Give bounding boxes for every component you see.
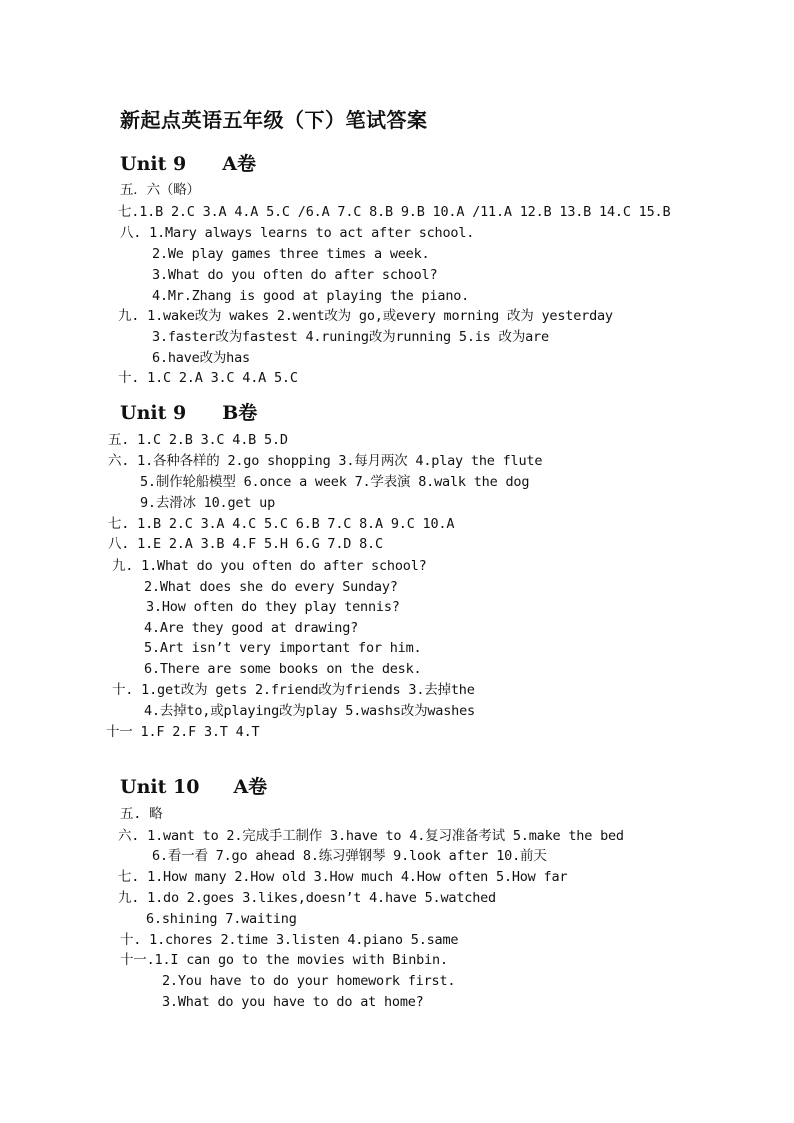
answer-line: 六. 1.各种各样的 2.go shopping 3.每月两次 4.play the flute [108, 453, 543, 469]
answer-line: 六. 1.want to 2.完成手工制作 3.have to 4.复习准备考试 5.make the bed [118, 828, 624, 844]
heading-paper: A卷 [222, 153, 256, 175]
section-heading-unit10-a [120, 772, 267, 799]
section-heading-unit9-b [120, 398, 257, 425]
answer-line: 七. 1.B 2.C 3.A 4.C 5.C 6.B 7.C 8.A 9.C 10.A [108, 516, 455, 532]
answer-line: 5.制作轮船模型 6.once a week 7.学表演 8.walk the dog [140, 474, 530, 490]
answer-line: 十. 1.C 2.A 3.C 4.A 5.C [118, 370, 298, 386]
answer-line: 6.看一看 7.go ahead 8.练习弹钢琴 9.look after 10.前天 [152, 848, 547, 864]
heading-paper: A卷 [233, 776, 268, 798]
answer-line: 五. 1.C 2.B 3.C 4.B 5.D [108, 432, 288, 448]
answer-line: 3.faster改为fastest 4.runing改为running 5.is 改为are [152, 329, 549, 345]
answer-line: 十. 1.chores 2.time 3.listen 4.piano 5.same [120, 932, 459, 948]
answer-line: 九. 1.wake改为 wakes 2.went改为 go,或every morning 改为 yesterday [118, 308, 613, 324]
answer-line: 2.We play games three times a week. [152, 246, 430, 262]
answer-line: 2.You have to do your homework first. [162, 973, 456, 989]
answer-line: 八. 1.E 2.A 3.B 4.F 5.H 6.G 7.D 8.C [108, 536, 383, 552]
heading-unit: Unit 10 [120, 776, 200, 798]
document-title: 新起点英语五年级（下）笔试答案 [120, 108, 428, 132]
section-heading-unit9-a [120, 149, 256, 176]
answer-line: 9.去滑冰 10.get up [140, 495, 276, 511]
answer-line: 6.There are some books on the desk. [144, 661, 422, 677]
answer-line: 6.shining 7.waiting [146, 911, 297, 927]
answer-line: 3.How often do they play tennis? [146, 599, 400, 615]
answer-line: 4.Are they good at drawing? [144, 620, 359, 636]
answer-line: 2.What does she do every Sunday? [144, 579, 398, 595]
answer-line: 七. 1.How many 2.How old 3.How much 4.How often 5.How far [118, 869, 568, 885]
answer-line: 3.What do you have to do at home? [162, 994, 424, 1010]
answer-line: 五. 略 [120, 806, 163, 822]
answer-line: 4.Mr.Zhang is good at playing the piano. [152, 288, 470, 304]
answer-line: 九. 1.What do you often do after school? [112, 558, 427, 574]
answer-line: 5.Art isn’t very important for him. [144, 640, 422, 656]
heading-unit: Unit 9 [120, 402, 187, 424]
answer-line: 十一.1.I can go to the movies with Binbin. [120, 952, 448, 968]
heading-paper: B卷 [222, 402, 258, 424]
answer-line: 3.What do you often do after school? [152, 267, 438, 283]
heading-unit: Unit 9 [120, 153, 187, 175]
answer-line: 五．六（略） [120, 182, 200, 198]
answer-line: 十一 1.F 2.F 3.T 4.T [106, 724, 260, 740]
answer-line: 6.have改为has [152, 350, 250, 366]
answer-line: 七.1.B 2.C 3.A 4.A 5.C /6.A 7.C 8.B 9.B 10.A /11.A 12.B 13.B 14.C 15.B [118, 204, 671, 220]
answer-line: 八. 1.Mary always learns to act after school. [120, 225, 475, 241]
answer-line: 十. 1.get改为 gets 2.friend改为friends 3.去掉the [112, 682, 475, 698]
answer-line: 九. 1.do 2.goes 3.likes,doesn’t 4.have 5.watched [118, 890, 496, 906]
answer-line: 4.去掉to,或playing改为play 5.washs改为washes [144, 703, 475, 719]
